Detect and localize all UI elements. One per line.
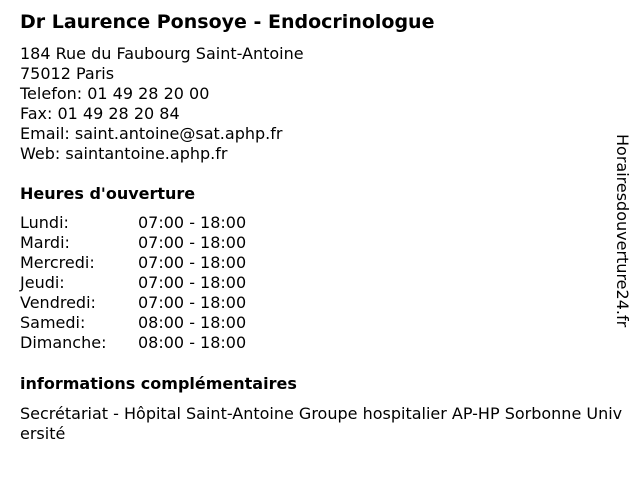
day-label: Mardi: bbox=[20, 233, 70, 252]
day-label: Lundi: bbox=[20, 213, 69, 232]
address-line-2: 75012 Paris bbox=[20, 64, 115, 83]
day-label: Mercredi: bbox=[20, 253, 95, 272]
time-range: 07:00 - 18:00 bbox=[138, 293, 247, 312]
time-range: 08:00 - 18:00 bbox=[138, 333, 247, 352]
info-text: Secrétariat - Hôpital Saint-Antoine Groupe hospitalier AP-HP Sorbonne Université bbox=[20, 404, 623, 443]
info-heading: informations complémentaires bbox=[20, 374, 297, 393]
time-range: 07:00 - 18:00 bbox=[138, 253, 247, 272]
hours-table bbox=[20, 213, 246, 353]
hours-row bbox=[20, 273, 246, 293]
hours-row bbox=[20, 333, 246, 353]
day-label: Vendredi: bbox=[20, 293, 96, 312]
day-label: Jeudi: bbox=[20, 273, 65, 292]
hours-row bbox=[20, 253, 246, 273]
hours-row bbox=[20, 313, 246, 333]
hours-row bbox=[20, 213, 246, 233]
day-label: Dimanche: bbox=[20, 333, 107, 352]
fax-number: Fax: 01 49 28 20 84 bbox=[20, 104, 180, 123]
page-title: Dr Laurence Ponsoye - Endocrinologue bbox=[20, 11, 435, 33]
hours-heading: Heures d'ouverture bbox=[20, 184, 196, 203]
hours-row bbox=[20, 293, 246, 313]
email-link[interactable]: Email: saint.antoine@sat.aphp.fr bbox=[20, 124, 283, 143]
contact-block bbox=[20, 44, 304, 164]
day-label: Samedi: bbox=[20, 313, 86, 332]
address-line-1: 184 Rue du Faubourg Saint-Antoine bbox=[20, 44, 304, 63]
hours-row bbox=[20, 233, 246, 253]
website-link[interactable]: Web: saintantoine.aphp.fr bbox=[20, 144, 228, 163]
brand-watermark: Horairesdouverture24.fr bbox=[613, 134, 632, 328]
time-range: 08:00 - 18:00 bbox=[138, 313, 247, 332]
time-range: 07:00 - 18:00 bbox=[138, 233, 247, 252]
phone-number[interactable]: Telefon: 01 49 28 20 00 bbox=[20, 84, 210, 103]
time-range: 07:00 - 18:00 bbox=[138, 273, 247, 292]
time-range: 07:00 - 18:00 bbox=[138, 213, 247, 232]
